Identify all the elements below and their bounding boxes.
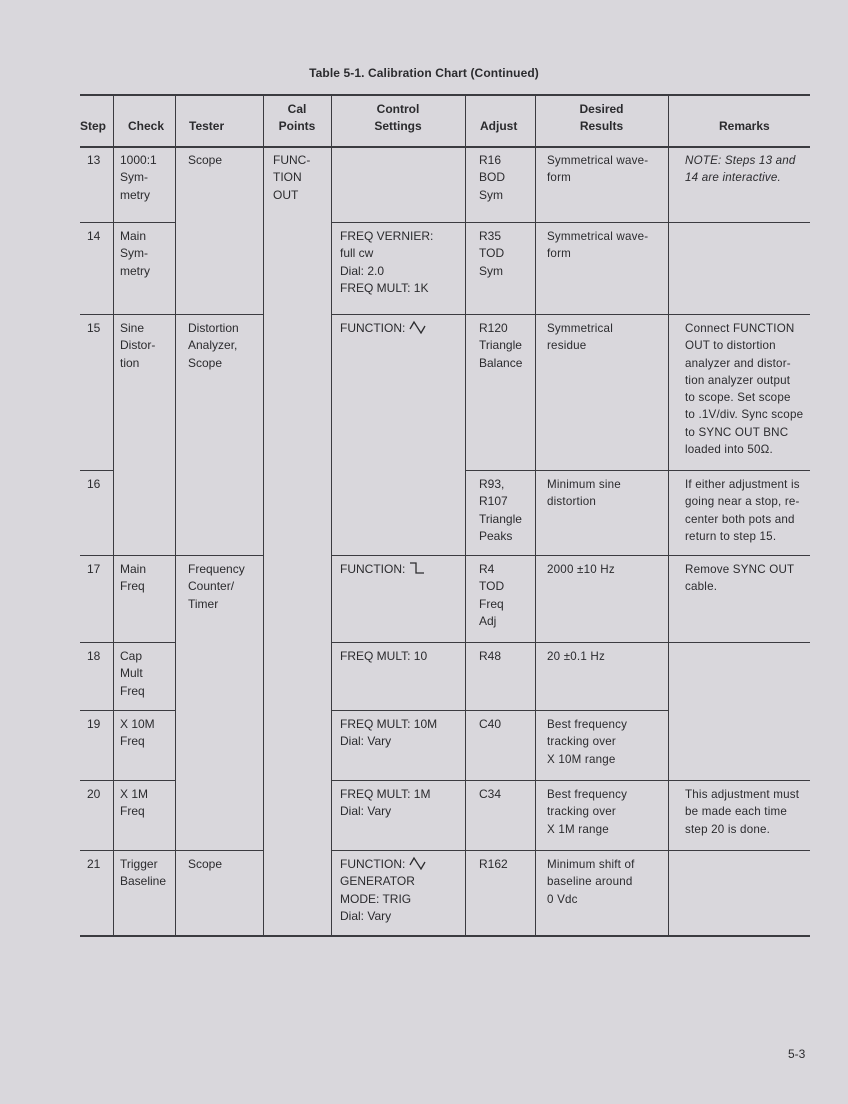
adjust-cell-line: R35 xyxy=(479,229,502,243)
column-divider xyxy=(331,94,332,935)
control-settings-cell-line xyxy=(340,561,425,578)
remarks-cell xyxy=(685,320,803,458)
table-rule xyxy=(80,780,175,781)
header-control-settings: Settings xyxy=(374,119,422,133)
remarks-cell-line: going near a stop, re- xyxy=(685,495,800,509)
remarks-cell-line: cable. xyxy=(685,580,718,594)
step-number xyxy=(87,228,100,245)
adjust-cell-line: BOD xyxy=(479,170,506,185)
check-cell-line: X 1M xyxy=(120,787,149,801)
control-settings-cell-line: FREQ MULT: 10M xyxy=(340,717,438,731)
check-cell-line: 1000:1 xyxy=(120,153,157,167)
desired-results-cell xyxy=(547,152,648,187)
check-cell-line: Baseline xyxy=(120,874,167,889)
remarks-cell-line: to .1V/div. Sync scope xyxy=(685,408,804,422)
check-cell-line: Sym- xyxy=(120,246,148,261)
adjust-cell xyxy=(479,716,501,733)
step-number-text: 21 xyxy=(87,857,101,871)
check-cell xyxy=(120,320,155,372)
remarks-cell-line: Remove SYNC OUT xyxy=(685,563,795,576)
check-cell-line: Freq xyxy=(120,579,145,594)
control-setting-label: FUNCTION: xyxy=(340,857,406,871)
check-cell xyxy=(120,561,146,596)
desired-results-cell xyxy=(547,561,615,578)
control-settings-cell-line: Dial: Vary xyxy=(340,804,392,819)
adjust-cell-line: Triangle xyxy=(479,338,522,353)
adjust-cell-line: Balance xyxy=(479,355,523,370)
cal-points-cell-line: TION xyxy=(273,170,302,185)
step-number-text: 13 xyxy=(87,153,101,167)
desired-results-cell-line: X 1M range xyxy=(547,822,609,836)
tester-cell xyxy=(188,320,239,372)
tester-cell-line: Counter/ xyxy=(188,579,235,594)
control-settings-cell xyxy=(340,320,426,337)
adjust-cell-line: TOD xyxy=(479,246,505,261)
tester-cell xyxy=(188,856,222,873)
adjust-cell-line: Triangle xyxy=(479,511,522,526)
remarks-cell xyxy=(685,476,800,545)
remarks-cell-line: center both pots and xyxy=(685,512,795,526)
remarks-cell-line: analyzer and distor- xyxy=(685,356,791,370)
desired-results-cell-line: 0 Vdc xyxy=(547,892,578,906)
adjust-cell-line: R16 xyxy=(479,153,502,167)
header-remarks: Remarks xyxy=(719,119,770,133)
step-number-text: 18 xyxy=(87,649,101,663)
step-number xyxy=(87,476,100,493)
header-cal-points: Points xyxy=(278,119,316,133)
control-settings-cell-line: Dial: Vary xyxy=(340,908,392,923)
remarks-cell-line: If either adjustment is xyxy=(685,478,800,491)
remarks-cell-line: to SYNC OUT BNC xyxy=(685,425,789,439)
remarks-cell-line: NOTE: Steps 13 and xyxy=(685,154,796,167)
check-cell-line: X 10M xyxy=(120,717,155,731)
control-settings-cell-line: FREQ MULT: 1M xyxy=(340,787,431,801)
table-rule xyxy=(80,94,810,96)
cal-points-cell xyxy=(273,152,310,204)
table-rule xyxy=(80,222,175,223)
header-cal-points: Cal xyxy=(287,102,307,116)
control-settings-cell-line: FREQ MULT: 10 xyxy=(340,649,428,663)
remarks-cell-line: loaded into 50Ω. xyxy=(685,443,773,457)
remarks-cell-line: Connect FUNCTION xyxy=(685,322,795,335)
adjust-cell-line: Sym xyxy=(479,187,503,202)
table-rule xyxy=(331,555,810,556)
adjust-cell xyxy=(479,152,505,204)
table-rule xyxy=(80,710,175,711)
step-number-text: 17 xyxy=(87,562,101,576)
tester-cell-line: Timer xyxy=(188,596,219,611)
desired-results-cell-line: form xyxy=(547,247,571,261)
control-settings-cell xyxy=(340,716,437,751)
desired-results-cell-line: tracking over xyxy=(547,805,616,819)
remarks-cell xyxy=(685,152,796,187)
adjust-cell-line: R48 xyxy=(479,649,502,663)
control-settings-cell-line: MODE: TRIG xyxy=(340,891,412,906)
desired-results-cell-line: Symmetrical wave- xyxy=(547,154,649,167)
table-rule xyxy=(80,314,263,315)
control-settings-cell xyxy=(340,228,433,297)
header-desired-results: Results xyxy=(579,119,624,133)
control-settings-cell xyxy=(340,786,430,821)
remarks-cell-line: be made each time xyxy=(685,805,788,819)
desired-results-cell xyxy=(547,476,621,511)
header-control-settings: Control xyxy=(376,102,420,116)
check-cell-line: Cap xyxy=(120,649,143,663)
adjust-cell xyxy=(479,320,522,372)
control-settings-cell-line: Dial: 2.0 xyxy=(340,263,385,278)
step-number-text: 15 xyxy=(87,321,101,335)
column-divider xyxy=(113,94,114,935)
table-rule xyxy=(331,710,668,711)
desired-results-cell xyxy=(547,856,635,908)
table-rule xyxy=(331,642,810,643)
check-cell xyxy=(120,856,166,891)
control-settings-cell-line: FREQ VERNIER: xyxy=(340,229,434,243)
desired-results-cell xyxy=(547,648,605,665)
desired-results-cell-line: form xyxy=(547,171,571,185)
table-rule xyxy=(331,850,810,851)
tester-cell-line: Scope xyxy=(188,153,223,167)
check-cell xyxy=(120,152,157,204)
remarks-cell xyxy=(685,561,794,596)
table-rule xyxy=(331,780,810,781)
table-title: Table 5-1. Calibration Chart (Continued) xyxy=(309,66,539,80)
remarks-cell-line: step 20 is done. xyxy=(685,822,771,836)
tester-cell-line: Scope xyxy=(188,355,223,370)
adjust-cell-line: R107 xyxy=(479,494,508,509)
column-divider xyxy=(465,94,466,935)
step-number xyxy=(87,561,100,578)
table-rule xyxy=(80,642,175,643)
adjust-cell-line: R93, xyxy=(479,477,505,491)
desired-results-cell-line: X 10M range xyxy=(547,752,616,766)
header-check: Check xyxy=(128,119,165,133)
step-number-text: 20 xyxy=(87,787,101,801)
step-number xyxy=(87,648,100,665)
adjust-cell xyxy=(479,856,508,873)
table-rule xyxy=(331,222,810,223)
adjust-cell xyxy=(479,228,504,280)
adjust-cell-line: Sym xyxy=(479,263,503,278)
remarks-cell-line: tion analyzer output xyxy=(685,373,791,387)
tester-cell-line: Analyzer, xyxy=(188,338,238,353)
step-number xyxy=(87,152,100,169)
column-divider xyxy=(175,94,176,935)
tester-cell-line: Distortion xyxy=(188,321,239,335)
header-tester: Tester xyxy=(189,119,225,133)
step-number xyxy=(87,716,100,733)
triangle-wave-icon xyxy=(405,321,425,335)
check-cell-line: metry xyxy=(120,187,150,202)
control-settings-cell-line: full cw xyxy=(340,246,374,261)
desired-results-cell-line: 20 ±0.1 Hz xyxy=(547,650,605,663)
step-number xyxy=(87,856,100,873)
desired-results-cell-line: baseline around xyxy=(547,875,633,889)
adjust-cell-line: Freq xyxy=(479,596,504,611)
check-cell-line: Freq xyxy=(120,804,145,819)
adjust-cell xyxy=(479,561,504,630)
check-cell-line: Sine xyxy=(120,321,145,335)
adjust-cell xyxy=(479,648,501,665)
table-rule xyxy=(80,935,810,937)
adjust-cell-line: C34 xyxy=(479,787,502,801)
header-desired-results: Desired xyxy=(579,102,624,116)
adjust-cell-line: R162 xyxy=(479,857,508,871)
desired-results-cell-line: Best frequency xyxy=(547,788,628,801)
header-step: Step xyxy=(80,119,107,133)
triangle-wave-icon xyxy=(405,857,425,871)
check-cell xyxy=(120,716,155,751)
check-cell xyxy=(120,786,148,821)
table-rule xyxy=(80,470,113,471)
page-number: 5-3 xyxy=(788,1047,806,1061)
desired-results-cell xyxy=(547,716,627,768)
desired-results-cell xyxy=(547,786,627,838)
remarks-cell-line: return to step 15. xyxy=(685,529,777,543)
check-cell-line: Trigger xyxy=(120,857,158,871)
control-settings-cell-line xyxy=(340,320,426,337)
control-settings-cell-line: Dial: Vary xyxy=(340,734,392,749)
desired-results-cell-line: tracking over xyxy=(547,735,616,749)
adjust-cell-line: R120 xyxy=(479,321,508,335)
desired-results-cell-line: distortion xyxy=(547,495,597,509)
check-cell-line: Freq xyxy=(120,683,145,698)
table-rule xyxy=(80,555,263,556)
step-number xyxy=(87,320,100,337)
cal-points-cell-line: FUNC- xyxy=(273,153,311,167)
check-cell-line: Distor- xyxy=(120,338,156,353)
control-settings-cell xyxy=(340,561,425,578)
adjust-cell xyxy=(479,476,522,545)
adjust-cell xyxy=(479,786,501,803)
control-settings-cell xyxy=(340,856,426,925)
desired-results-cell-line: Symmetrical wave- xyxy=(547,230,649,243)
tester-cell xyxy=(188,152,222,169)
cal-points-cell-line: OUT xyxy=(273,187,299,202)
check-cell-line: Main xyxy=(120,229,147,243)
remarks-cell-line: 14 are interactive. xyxy=(685,171,781,185)
check-cell xyxy=(120,228,150,280)
step-number-text: 14 xyxy=(87,229,101,243)
control-setting-label: FUNCTION: xyxy=(340,562,406,576)
table-rule xyxy=(331,314,810,315)
check-cell-line: Mult xyxy=(120,666,143,681)
control-setting-label: FUNCTION: xyxy=(340,321,406,335)
adjust-cell-line: TOD xyxy=(479,579,505,594)
desired-results-cell-line: Minimum sine xyxy=(547,478,621,491)
step-number xyxy=(87,786,100,803)
square-wave-icon xyxy=(405,562,424,576)
desired-results-cell-line: Best frequency xyxy=(547,718,628,731)
check-cell-line: tion xyxy=(120,355,140,370)
remarks-cell-line: OUT to distortion xyxy=(685,339,776,353)
desired-results-cell-line: Symmetrical xyxy=(547,322,613,335)
desired-results-cell-line: 2000 ±10 Hz xyxy=(547,563,615,576)
adjust-cell-line: Peaks xyxy=(479,528,513,543)
control-settings-cell xyxy=(340,648,427,665)
desired-results-cell xyxy=(547,320,613,355)
tester-cell-line: Frequency xyxy=(188,562,245,576)
remarks-cell xyxy=(685,786,799,838)
control-settings-cell-line xyxy=(340,856,426,873)
adjust-cell-line: R4 xyxy=(479,562,495,576)
desired-results-cell-line: Minimum shift of xyxy=(547,858,635,871)
desired-results-cell-line: residue xyxy=(547,339,587,353)
column-divider xyxy=(668,94,669,935)
table-rule xyxy=(80,850,263,851)
remarks-cell-line: This adjustment must xyxy=(685,788,800,801)
adjust-cell-line: C40 xyxy=(479,717,502,731)
control-settings-cell-line: GENERATOR xyxy=(340,874,415,889)
step-number-text: 16 xyxy=(87,477,101,491)
check-cell-line: Sym- xyxy=(120,170,148,185)
check-cell-line: metry xyxy=(120,263,150,278)
table-rule xyxy=(465,470,810,471)
remarks-cell-line: to scope. Set scope xyxy=(685,391,791,405)
column-divider xyxy=(535,94,536,935)
column-divider xyxy=(263,94,264,935)
check-cell-line: Main xyxy=(120,562,147,576)
control-settings-cell-line: FREQ MULT: 1K xyxy=(340,280,429,295)
tester-cell-line: Scope xyxy=(188,857,223,871)
check-cell-line: Freq xyxy=(120,734,145,749)
table-rule xyxy=(80,146,810,148)
step-number-text: 19 xyxy=(87,717,101,731)
tester-cell xyxy=(188,561,245,613)
adjust-cell-line: Adj xyxy=(479,613,497,628)
header-adjust: Adjust xyxy=(480,119,518,133)
check-cell xyxy=(120,648,145,700)
desired-results-cell xyxy=(547,228,648,263)
